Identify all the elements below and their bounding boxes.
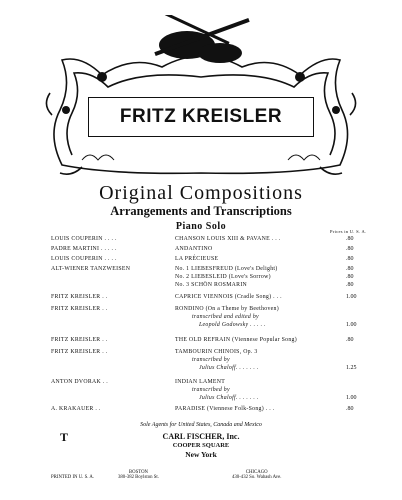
branch-city: BOSTON [128, 470, 149, 475]
entry-title: No. 2 LIEBESLEID (Love's Sorrow) [175, 274, 271, 280]
entry-composer: ANTON DVORAK . . [51, 379, 109, 385]
entry-title: No. 1 LIEBESFREUD (Love's Delight) [175, 266, 278, 272]
page-title: Original Compositions [99, 182, 303, 204]
entry-price: .80 [346, 406, 354, 412]
branch-chicago [232, 470, 281, 480]
entry-credit: transcribed by [192, 357, 230, 363]
printed-note: PRINTED IN U. S. A. [51, 475, 95, 480]
entry-price: 1.00 [346, 294, 357, 300]
entry-composer: A. KRAKAUER . . [51, 406, 101, 412]
branch-address: 380-382 Boylston St. [118, 475, 159, 480]
branch-city: CHICAGO [245, 470, 268, 475]
entry-composer: PADRE MARTINI . . . . . [51, 246, 117, 252]
catalog-letter: T [60, 430, 69, 444]
entry-price: .80 [346, 282, 354, 288]
entry-composer: FRITZ KREISLER . . [51, 306, 108, 312]
entry-composer: LOUIS COUPERIN . . . . [51, 236, 117, 242]
entry-credit: Leopold Godowsky . . . . . [199, 322, 266, 328]
publisher-city: New York [185, 450, 217, 459]
entry-price: .80 [346, 337, 354, 343]
entry-credit: Julius Chaloff. . . . . . . [199, 395, 259, 401]
entry-composer: ALT-WIENER TANZWEISEN [51, 266, 131, 272]
entry-price: 1.00 [346, 322, 357, 328]
entry-title: CAPRICE VIENNOIS (Cradle Song) . . . [175, 294, 282, 300]
entry-price: .80 [346, 256, 354, 262]
entry-price: 1.25 [346, 365, 357, 371]
prices-header: Prices in U. S. A. [330, 229, 367, 234]
entry-price: 1.00 [346, 395, 357, 401]
entry-title: RONDINO (On a Theme by Beethoven) [175, 306, 279, 312]
entry-title: LA PRÉCIEUSE [175, 256, 219, 262]
entry-title: CHANSON LOUIS XIII & PAVANE . . . [175, 236, 281, 242]
entry-credit: transcribed and edited by [192, 314, 259, 320]
entry-title: TAMBOURIN CHINOIS, Op. 3 [175, 349, 258, 355]
instrument-label: Piano Solo [175, 221, 227, 232]
page-subtitle: Arrangements and Transcriptions [110, 204, 292, 218]
composer-banner [88, 97, 314, 137]
branch-boston [118, 470, 159, 480]
entry-composer: FRITZ KREISLER . . [51, 349, 108, 355]
publisher-name: CARL FISCHER, Inc. [162, 432, 240, 441]
entry-title: ANDANTINO [175, 246, 213, 252]
entry-credit: Julius Chaloff. . . . . . . [199, 365, 259, 371]
entry-composer: FRITZ KREISLER . . [51, 337, 108, 343]
entry-title: PARADISE (Viennese Folk-Song) . . . [175, 406, 275, 412]
entry-price: .80 [346, 274, 354, 280]
entry-composer: LOUIS COUPERIN . . . . [51, 256, 117, 262]
entry-price: .80 [346, 246, 354, 252]
entry-title: INDIAN LAMENT [175, 379, 226, 385]
branch-address: 430-432 So. Wabash Ave. [232, 475, 282, 480]
entry-title: THE OLD REFRAIN (Viennese Popular Song) [175, 337, 297, 343]
entry-price: .80 [346, 266, 354, 272]
entry-composer: FRITZ KREISLER . . [51, 294, 108, 300]
entry-credit: transcribed by [192, 387, 230, 393]
publisher-address: COOPER SQUARE [172, 442, 230, 449]
agents-note: Sole Agents for United States, Canada and Mexico [140, 422, 262, 428]
entry-title: No. 3 SCHÖN ROSMARIN [175, 282, 248, 288]
entry-price: .80 [346, 236, 354, 242]
composer-name: FRITZ KREISLER [119, 106, 283, 127]
